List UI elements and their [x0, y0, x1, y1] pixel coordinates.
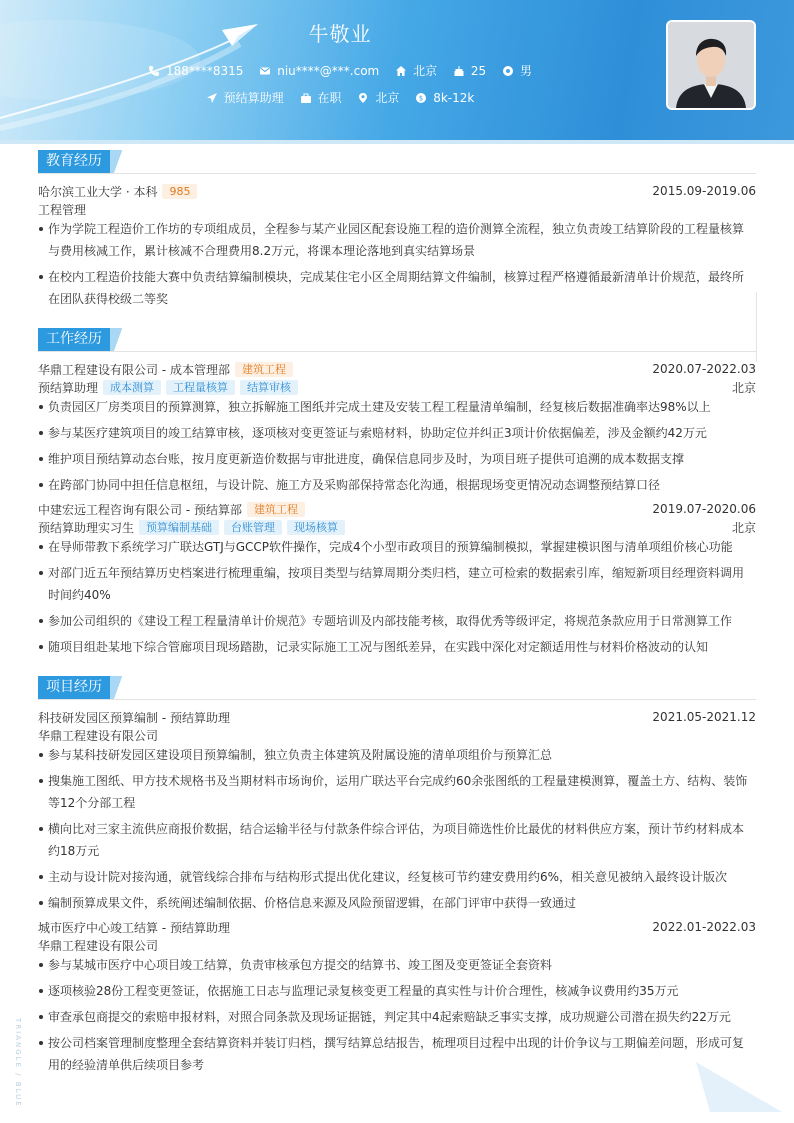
work-title-text: 工作经历 — [38, 328, 110, 351]
project-org-row — [38, 726, 756, 744]
list-item — [38, 892, 756, 914]
home-icon — [395, 65, 407, 77]
bullet-line: 参与某科技研发园区建设项目预算编制，独立负责主体建筑及附属设施的清单项组价与预算汇总 — [48, 748, 553, 762]
svg-text:$: $ — [418, 94, 424, 102]
bullet-line: 负责园区厂房类项目的预算测算，独立拆解施工图纸并完成土建及安装工程工程量清单编制，经复核后数据准确率达98%以上 — [48, 400, 711, 414]
status-text: 在职 — [317, 91, 342, 105]
gender-icon — [502, 65, 514, 77]
bullet-line: 时间约40% — [48, 588, 111, 602]
side-divider — [756, 292, 757, 362]
education-major-row — [38, 200, 756, 218]
list-item — [38, 610, 756, 632]
work-period: 2020.07-2022.03 — [652, 362, 756, 376]
education-period: 2015.09-2019.06 — [652, 184, 756, 198]
company-name: 华鼎工程建设有限公司 - 成本管理部 — [38, 362, 230, 377]
bullet-line: 作为学院工程造价工作坊的专项组成员，全程参与某产业园区配套设施工程的造价测算全流程，独立负责竣工结算阶段的工程量核算 — [48, 222, 745, 236]
send-icon — [206, 92, 218, 104]
location-pin-icon — [357, 92, 369, 104]
list-item — [38, 744, 756, 766]
bullet-line: 与费用核减工作，累计核减不合理费用8.2万元，将课本理论落地到真实结算场景 — [48, 244, 476, 258]
candidate-name: 牛敬业 — [308, 22, 372, 46]
work-section-title — [38, 328, 124, 351]
email-icon — [259, 65, 271, 77]
city-item — [395, 62, 437, 79]
skill-tag: 成本测算 — [103, 380, 161, 395]
project-section-title — [38, 676, 124, 699]
list-item — [38, 980, 756, 1002]
bullet-line: 用的经验清单供后续项目参考 — [48, 1058, 205, 1072]
list-item — [38, 866, 756, 888]
job-intent-row — [0, 89, 680, 107]
list-item — [38, 218, 756, 262]
company-name: 中建宏远工程咨询有限公司 - 预结算部 — [38, 502, 242, 517]
bullet-line: 主动与设计院对接沟通，就管线综合排布与结构形式提出优化建议，经复核可节约建安费用约6%，相关意见被纳入最终设计版次 — [48, 870, 728, 884]
education-section-title — [38, 150, 124, 173]
industry-tag: 建筑工程 — [235, 362, 293, 377]
avatar — [666, 20, 756, 110]
project-title: 城市医疗中心竣工结算 - 预结算助理 — [38, 920, 230, 935]
education-entry-header — [38, 182, 756, 200]
project-title: 科技研发园区预算编制 - 预结算助理 — [38, 710, 230, 725]
bullet-line: 等12个分部工程 — [48, 796, 136, 810]
project-entry-header — [38, 918, 756, 936]
list-item — [38, 422, 756, 444]
work-role-row — [38, 378, 756, 396]
city-text: 北京 — [413, 64, 438, 78]
list-item — [38, 1032, 756, 1076]
corner-decoration — [690, 1058, 790, 1118]
section-divider — [38, 351, 756, 352]
email-item — [259, 64, 379, 78]
list-item — [38, 474, 756, 496]
project-title-text: 项目经历 — [38, 676, 110, 699]
skill-tag: 工程量核算 — [166, 380, 235, 395]
gender-item — [502, 62, 532, 79]
skill-tag: 结算审核 — [240, 380, 298, 395]
work-entry-header — [38, 360, 756, 378]
bullet-line: 审查承包商提交的索赔申报材料，对照合同条款及现场证据链，判定其中4起索赔缺乏事实支撑，成功规避公司潜在损失约22万元 — [48, 1010, 731, 1024]
school-name: 哈尔滨工业大学 · 本科 — [38, 184, 158, 199]
status-item — [300, 89, 342, 106]
header-strip — [0, 140, 794, 144]
bullet-line: 横向比对三家主流供应商报价数据，结合运输半径与付款条件综合评估，为项目筛选性价比最优的材料供应方案，预计节约材料成本 — [48, 822, 745, 836]
bullet-line: 参加公司组织的《建设工程工程量清单计价规范》专题培训及内部技能考核，取得优秀等级评定，将规范条款应用于日常测算工作 — [48, 614, 733, 628]
work-role-row — [38, 518, 756, 536]
title-tail-decoration — [110, 328, 124, 351]
project-period: 2022.01-2022.03 — [652, 920, 756, 934]
age-text: 25 — [470, 63, 487, 78]
education-title-text: 教育经历 — [38, 150, 110, 173]
bullet-line: 约18万元 — [48, 844, 100, 858]
target-city-item — [357, 89, 399, 106]
resume-header — [0, 0, 794, 140]
project-entry-header — [38, 708, 756, 726]
gender-text: 男 — [520, 64, 533, 78]
project-org-row — [38, 936, 756, 954]
bullet-line: 参与某城市医疗中心项目竣工结算，负责审核承包方提交的结算书、竣工图及变更签证全套资料 — [48, 958, 553, 972]
major: 工程管理 — [38, 202, 87, 217]
job-text: 预结算助理 — [223, 91, 284, 105]
list-item — [38, 562, 756, 606]
salary-item — [415, 91, 474, 105]
project-org: 华鼎工程建设有限公司 — [38, 938, 159, 953]
job-item — [206, 89, 284, 106]
bullet-line: 维护项目预结算动态台账，按月度更新造价数据与审批进度，确保信息同步及时，为项目班子提供可追溯的成本数据支撑 — [48, 452, 685, 466]
list-item — [38, 770, 756, 814]
contact-row — [0, 62, 680, 80]
bullet-line: 按公司档案管理制度整理全套结算资料并装订归档，撰写结算总结报告，梳理项目过程中出现的计价争议与工期偏差问题，形成可复 — [48, 1036, 745, 1050]
work-entry-header — [38, 500, 756, 518]
title-tail-decoration — [110, 150, 124, 173]
skill-tag: 现场核算 — [287, 520, 345, 535]
bullet-line: 随项目组赴某地下综合管廊项目现场踏勘，记录实际施工工况与图纸差异，在实践中深化对定额适用性与材料价格波动的认知 — [48, 640, 709, 654]
email-text: niu****@***.com — [277, 63, 380, 78]
phone-text: 188****8315 — [165, 63, 244, 78]
role: 预结算助理 — [38, 380, 99, 395]
project-org: 华鼎工程建设有限公司 — [38, 728, 159, 743]
work-location: 北京 — [731, 520, 756, 535]
list-item — [38, 536, 756, 558]
list-item — [38, 954, 756, 976]
bullet-line: 编制预算成果文件，系统阐述编制依据、价格信息来源及风险预留逻辑，在部门评审中获得一致通过 — [48, 896, 577, 910]
phone-item — [148, 64, 243, 78]
industry-tag: 建筑工程 — [247, 502, 305, 517]
age-item — [453, 64, 486, 78]
project-period: 2021.05-2021.12 — [652, 710, 756, 724]
list-item — [38, 396, 756, 418]
money-icon — [415, 92, 427, 104]
avatar-illustration — [668, 22, 754, 108]
phone-icon — [148, 65, 160, 77]
bullet-line: 搜集施工图纸、甲方技术规格书及当期材料市场询价，运用广联达平台完成约60余张图纸的工程量建模测算，覆盖土方、结构、装饰 — [48, 774, 748, 788]
target-city-text: 北京 — [375, 91, 400, 105]
list-item — [38, 448, 756, 470]
cake-icon — [453, 65, 465, 77]
list-item — [38, 636, 756, 658]
section-divider — [38, 699, 756, 700]
bullet-line: 对部门近五年预结算历史档案进行梳理重编，按项目类型与结算周期分类归档，建立可检索的数据索引库，缩短新项目经理资料调用 — [48, 566, 745, 580]
bullet-line: 参与某医疗建筑项目的竣工结算审核，逐项核对变更签证与索赔材料，协助定位并纠正3项计价依据偏差，涉及金额约42万元 — [48, 426, 707, 440]
bullet-line: 在跨部门协同中担任信息枢纽，与设计院、施工方及采购部保持常态化沟通，根据现场变更情况动态调整预结算口径 — [48, 478, 661, 492]
school-tag: 985 — [162, 184, 197, 199]
salary-text: 8k-12k — [433, 90, 475, 105]
briefcase-icon — [300, 92, 312, 104]
watermark-text: TRIANGLE / BLUE — [14, 1018, 22, 1108]
list-item — [38, 266, 756, 310]
work-location: 北京 — [731, 380, 756, 395]
bullet-line: 在团队获得校级二等奖 — [48, 292, 169, 306]
list-item — [38, 1006, 756, 1028]
skill-tag: 台账管理 — [224, 520, 282, 535]
list-item — [38, 818, 756, 862]
skill-tag: 预算编制基础 — [139, 520, 219, 535]
bullet-line: 在导师带教下系统学习广联达GTJ与GCCP软件操作，完成4个小型市政项目的预算编制模拟，掌握建模识图与清单项组价核心功能 — [48, 540, 733, 554]
section-divider — [38, 173, 756, 174]
work-period: 2019.07-2020.06 — [652, 502, 756, 516]
bullet-line: 逐项核验28份工程变更签证，依据施工日志与监理记录复核变更工程量的真实性与计价合理性，核减争议费用约35万元 — [48, 984, 679, 998]
role: 预结算助理实习生 — [38, 520, 135, 535]
bullet-line: 在校内工程造价技能大赛中负责结算编制模块，完成某住宅小区全周期结算文件编制，核算过程严格遵循最新清单计价规范，最终所 — [48, 270, 745, 284]
title-tail-decoration — [110, 676, 124, 699]
